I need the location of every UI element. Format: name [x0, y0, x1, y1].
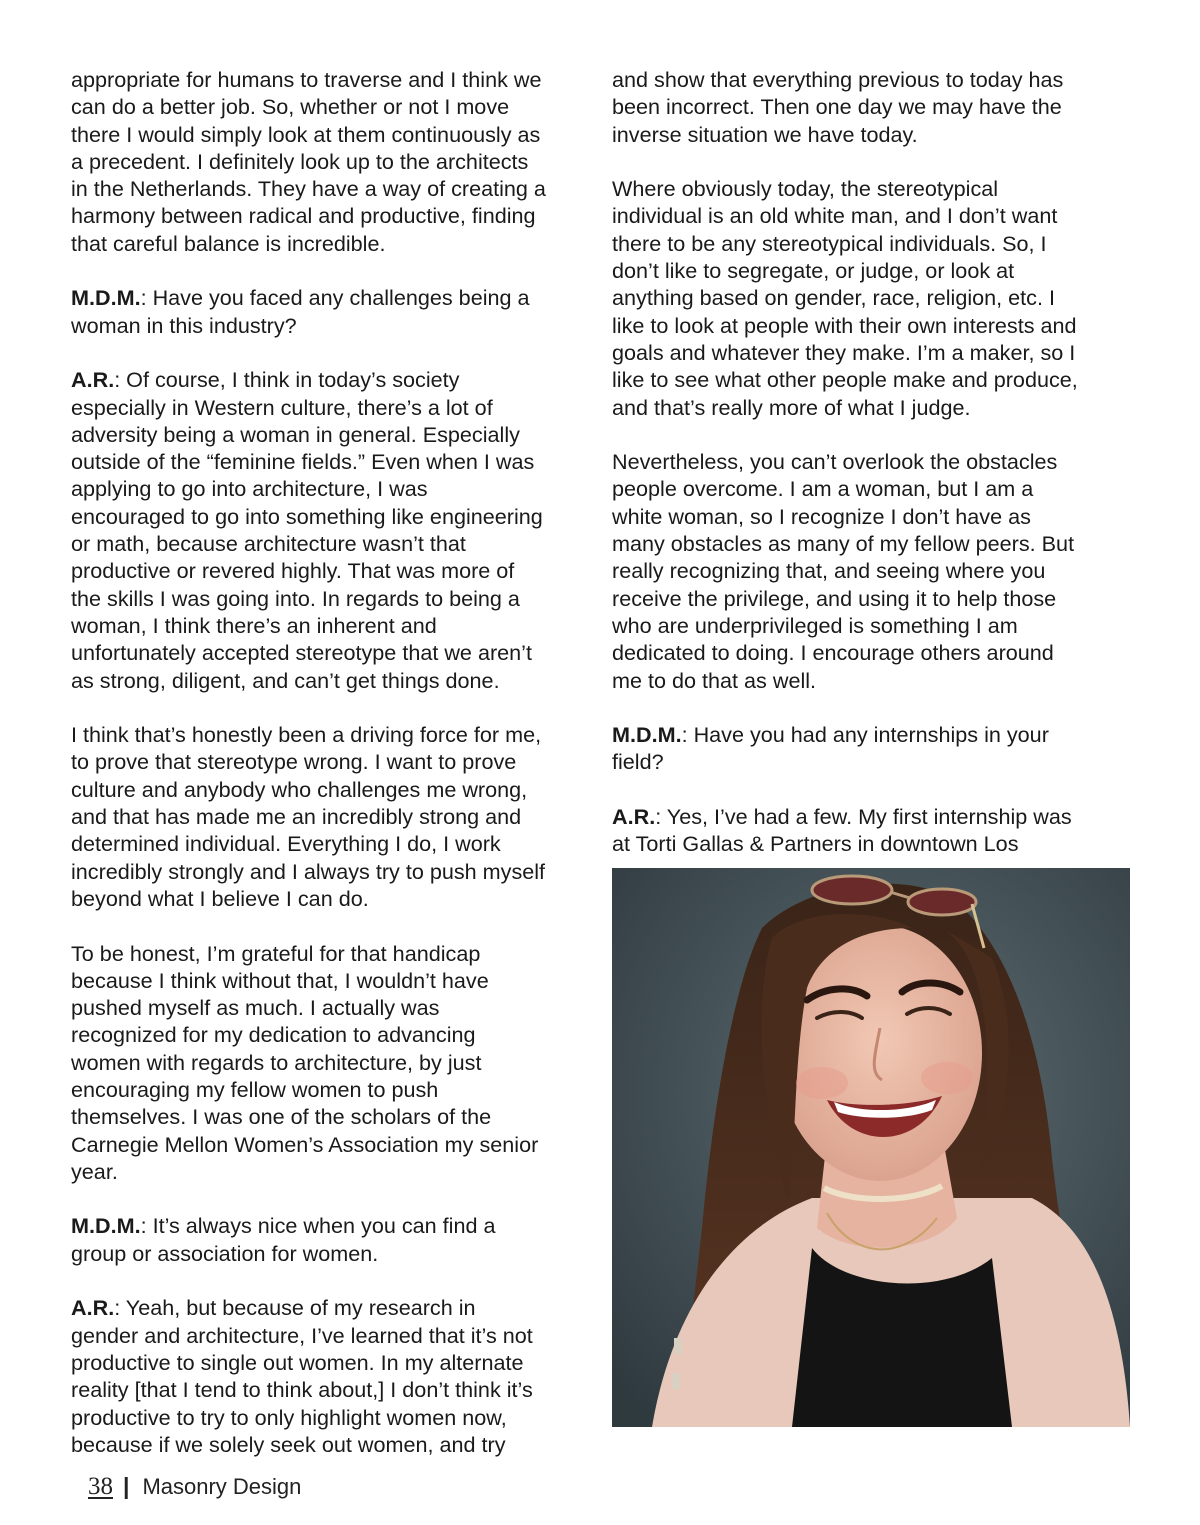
paragraph-line: Carnegie Mellon Women’s Association my senior	[71, 1131, 539, 1157]
paragraph-line: don’t like to segregate, or judge, or look at	[612, 258, 1015, 284]
speaker-label: A.R.	[71, 367, 115, 393]
paragraph-line: the skills I was going into. In regards to being a	[71, 585, 520, 611]
dialogue-paragraph	[71, 366, 596, 694]
article-column-right	[612, 66, 1132, 885]
paragraph-line: and that has made me an incredibly strong and	[71, 804, 522, 830]
paragraph-line: group or association for women.	[71, 1240, 379, 1266]
paragraph-line: Where obviously today, the stereotypical	[612, 176, 999, 202]
paragraph-line	[71, 284, 596, 311]
paragraph-line: to prove that stereotype wrong. I want to prove	[71, 749, 517, 775]
paragraph-line: individual is an old white man, and I don’t want	[612, 203, 1058, 229]
paragraph-line: in the Netherlands. They have a way of creating a	[71, 176, 546, 202]
speaker-label: A.R.	[612, 804, 656, 830]
speaker-label: M.D.M.	[71, 1213, 141, 1239]
article-column-left	[71, 66, 596, 1485]
paragraph-line: culture and anybody who challenges me wrong,	[71, 776, 528, 802]
paragraph-line: people overcome. I am a woman, but I am a	[612, 476, 1034, 502]
paragraph-line: like to see what other people make and produce,	[612, 367, 1078, 393]
body-paragraph	[612, 175, 1132, 421]
paragraph-line: that careful balance is incredible.	[71, 230, 386, 256]
body-paragraph	[612, 66, 1132, 148]
paragraph-line: harmony between radical and productive, finding	[71, 203, 536, 229]
page-footer	[88, 1473, 301, 1505]
dialogue-paragraph	[71, 1212, 596, 1267]
paragraph-line: woman in this industry?	[71, 312, 297, 338]
page-number: 38	[88, 1473, 113, 1500]
paragraph-line: goals and whatever they make. I’m a maker, so I	[612, 339, 1076, 365]
line-text: : Yeah, but because of my research in	[114, 1295, 476, 1321]
paragraph-line: unfortunately accepted stereotype that we aren’t	[71, 640, 532, 666]
paragraph-line: incredibly strongly and I always try to push myself	[71, 858, 546, 884]
paragraph-line: dedicated to doing. I encourage others around	[612, 640, 1054, 666]
paragraph-line: there I would simply look at them continuously as	[71, 121, 541, 147]
paragraph-line: receive the privilege, and using it to help those	[612, 585, 1057, 611]
paragraph-line: and show that everything previous to today has	[612, 67, 1064, 92]
paragraph-line: woman, I think there’s an inherent and	[71, 612, 437, 638]
paragraph-line: Nevertheless, you can’t overlook the obstacles	[612, 449, 1058, 475]
paragraph-line: reality [that I tend to think about,] I don’t think it’s	[71, 1377, 533, 1403]
dialogue-paragraph	[612, 721, 1132, 776]
paragraph-line: or math, because architecture wasn’t that	[71, 531, 466, 557]
paragraph-line: beyond what I believe I can do.	[71, 885, 369, 911]
paragraph-line: outside of the “feminine fields.” Even when I was	[71, 449, 535, 475]
dialogue-paragraph	[71, 1294, 596, 1458]
paragraph-line: appropriate for humans to traverse and I think we	[71, 67, 542, 92]
portrait-photo	[612, 868, 1130, 1427]
paragraph-line: been incorrect. Then one day we may have the	[612, 94, 1062, 120]
paragraph-line: as strong, diligent, and can’t get things done.	[71, 667, 500, 693]
paragraph-line: a precedent. I definitely look up to the architects	[71, 148, 529, 174]
paragraph-line: year.	[71, 1158, 118, 1184]
paragraph-line: especially in Western culture, there’s a lot of	[71, 394, 493, 420]
paragraph-line: productive to try to only highlight women now,	[71, 1404, 507, 1430]
paragraph-line: and that’s really more of what I judge.	[612, 394, 971, 420]
paragraph-line: determined individual. Everything I do, I work	[71, 831, 501, 857]
paragraph-line: really recognizing that, and seeing where you	[612, 558, 1046, 584]
dialogue-paragraph	[71, 284, 596, 339]
paragraph-line: because if we solely seek out women, and try	[71, 1431, 506, 1457]
line-text: : Have you faced any challenges being a	[140, 285, 530, 311]
paragraph-line	[612, 721, 1132, 748]
body-paragraph	[71, 721, 596, 912]
paragraph-line	[71, 366, 596, 393]
paragraph-line: who are underprivileged is something I am	[612, 612, 1018, 638]
paragraph-line: encouraging my fellow women to push	[71, 1076, 439, 1102]
paragraph-line: at Torti Gallas & Partners in downtown Los	[612, 831, 1019, 857]
paragraph-line: anything based on gender, race, religion, etc. I	[612, 285, 1055, 311]
speaker-label: A.R.	[71, 1295, 115, 1321]
paragraph-line: me to do that as well.	[612, 667, 817, 693]
paragraph-line: field?	[612, 749, 664, 775]
body-paragraph	[71, 66, 596, 257]
paragraph-line: recognized for my dedication to advancing	[71, 1022, 476, 1048]
paragraph-line: many obstacles as many of my fellow peers. But	[612, 531, 1075, 557]
publication-name: Masonry Design	[142, 1474, 302, 1499]
line-text: : It’s always nice when you can find a	[140, 1213, 496, 1239]
paragraph-line: inverse situation we have today.	[612, 121, 918, 147]
paragraph-line: because I think without that, I wouldn’t have	[71, 967, 489, 993]
paragraph-line: I think that’s honestly been a driving force for me,	[71, 722, 542, 748]
paragraph-line: like to look at people with their own interests and	[612, 312, 1077, 338]
paragraph-line: applying to go into architecture, I was	[71, 476, 428, 502]
paragraph-line: adversity being a woman in general. Especially	[71, 421, 520, 447]
paragraph-line: productive to single out women. In my alternate	[71, 1349, 524, 1375]
line-text: : Of course, I think in today’s society	[114, 367, 460, 393]
paragraph-line: women with regards to architecture, by just	[71, 1049, 482, 1075]
footer-separator: |	[123, 1473, 130, 1499]
paragraph-line: encouraged to go into something like engineering	[71, 503, 543, 529]
paragraph-line	[612, 803, 1132, 830]
dialogue-paragraph	[612, 803, 1132, 858]
paragraph-line: white woman, so I recognize I don’t have as	[612, 503, 1031, 529]
line-text: : Yes, I’ve had a few. My first internship was	[655, 804, 1072, 830]
speaker-label: M.D.M.	[612, 722, 682, 748]
paragraph-line: themselves. I was one of the scholars of the	[71, 1104, 492, 1130]
paragraph-line	[71, 1294, 596, 1321]
paragraph-line: To be honest, I’m grateful for that handicap	[71, 940, 481, 966]
body-paragraph	[612, 448, 1132, 694]
speaker-label: M.D.M.	[71, 285, 141, 311]
body-paragraph	[71, 940, 596, 1186]
paragraph-line: pushed myself as much. I actually was	[71, 995, 440, 1021]
paragraph-line: can do a better job. So, whether or not I move	[71, 94, 510, 120]
paragraph-line: there to be any stereotypical individuals. So, I	[612, 230, 1047, 256]
paragraph-line	[71, 1212, 596, 1239]
paragraph-line: productive or revered highly. That was more of	[71, 558, 515, 584]
line-text: : Have you had any internships in your	[681, 722, 1049, 748]
paragraph-line: gender and architecture, I’ve learned that it’s not	[71, 1322, 533, 1348]
